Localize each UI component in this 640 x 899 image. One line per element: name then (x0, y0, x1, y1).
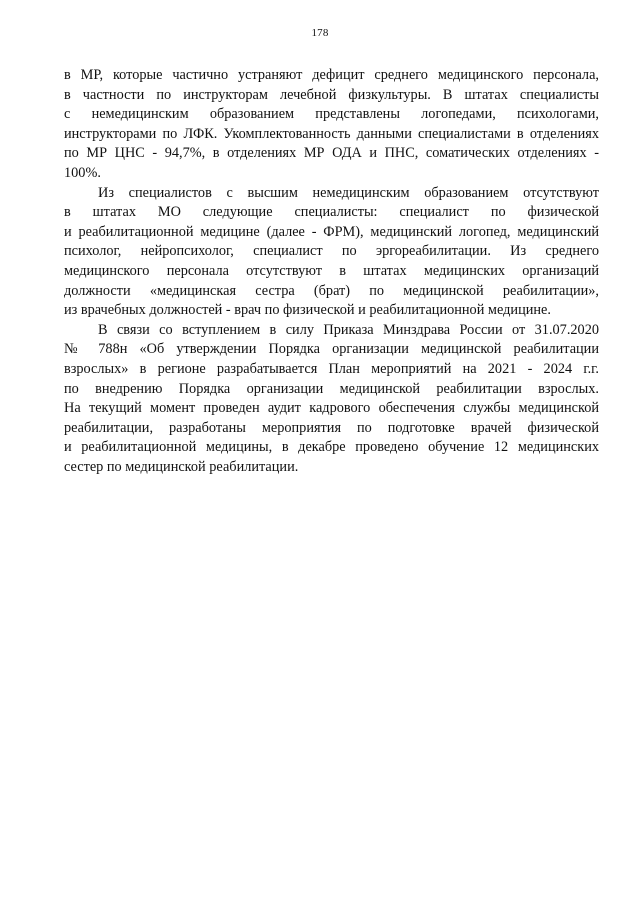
text-line: и реабилитационной медицине (далее - ФРМ), медицинский логопед, медицинский (64, 223, 599, 240)
text-line: по МР ЦНС - 94,7%, в отделениях МР ОДА и ПНС, соматических отделениях - (64, 145, 599, 162)
page-number: 178 (311, 27, 329, 39)
text-line: инструкторами по ЛФК. Укомплектованность данными специалистами в отделениях (64, 125, 599, 142)
text-line: из врачебных должностей - врач по физической и реабилитационной медицине. (64, 302, 551, 319)
text-line: сестер по медицинской реабилитации. (64, 458, 299, 475)
text-line: Из специалистов с высшим немедицинским образованием отсутствуют (98, 184, 599, 201)
text-line: реабилитации, разработаны мероприятия по подготовке врачей физической (64, 419, 599, 436)
text-line: и реабилитационной медицины, в декабре проведено обучение 12 медицинских (64, 439, 599, 456)
text-line: медицинского персонала отсутствуют в штатах медицинских организаций (64, 262, 599, 279)
text-line: психолог, нейропсихолог, специалист по эргореабилитации. Из среднего (64, 243, 599, 260)
text-line: должности «медицинская сестра (брат) по медицинской реабилитации», (64, 282, 599, 299)
text-line: На текущий момент проведен аудит кадрового обеспечения службы медицинской (64, 400, 599, 417)
text-line: В связи со вступлением в силу Приказа Минздрава России от 31.07.2020 (98, 321, 599, 338)
text-line: по внедрению Порядка организации медицинской реабилитации взрослых. (64, 380, 599, 397)
text-line: с немедицинским образованием представлены логопедами, психологами, (64, 106, 599, 123)
text-line: № 788н «Об утверждении Порядка организации медицинской реабилитации (64, 341, 599, 358)
text-line: в штатах МО следующие специалисты: специалист по физической (64, 204, 599, 221)
text-line: в частности по инструкторам лечебной физкультуры. В штатах специалисты (64, 86, 599, 103)
text-line: взрослых» в регионе разрабатывается План мероприятий на 2021 - 2024 г.г. (64, 360, 599, 377)
text-line: 100%. (64, 164, 101, 181)
text-line: в МР, которые частично устраняют дефицит среднего медицинского персонала, (64, 67, 599, 83)
body-text (64, 66, 599, 477)
